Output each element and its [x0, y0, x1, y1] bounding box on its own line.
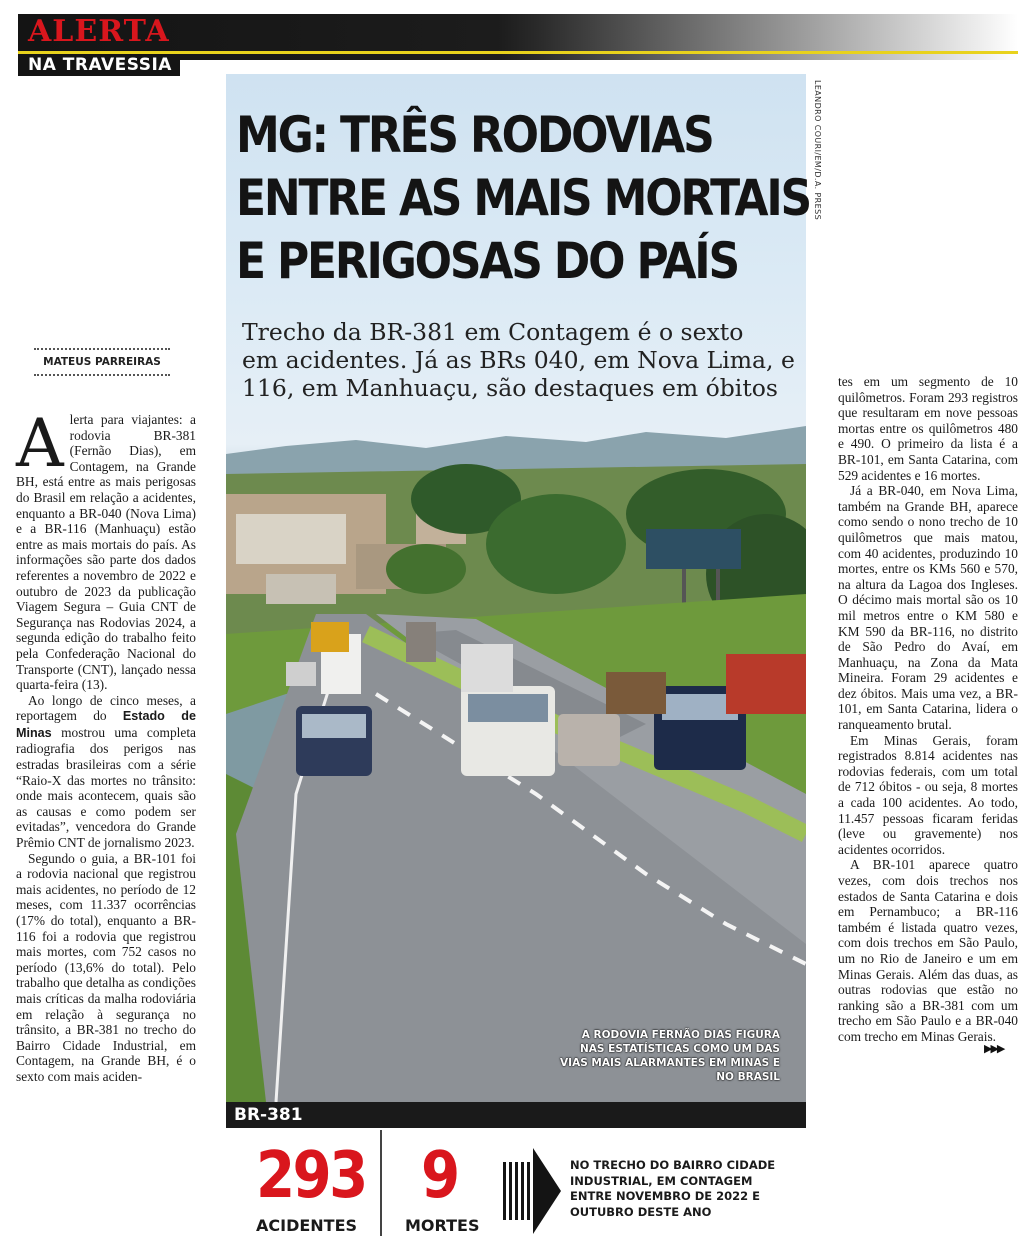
photo-credit: LEANDRO COURI/EM/D.A. PRESS — [813, 80, 822, 221]
paragraph — [16, 405, 196, 693]
deaths-value: 9 — [421, 1139, 458, 1213]
deaths-label: MORTES — [405, 1216, 480, 1235]
accidents-value: 293 — [256, 1139, 366, 1213]
deck — [242, 318, 802, 402]
paragraph: Já a BR-040, em Nova Lima, também na Grande BH, aparece como sendo o nono trecho de 10 quilômetros que mais matou, com 40 acidentes, produzindo 10 mortes, entre os KMs 560 e 570, na altura da Lagoa dos Ingleses. O décimo mais mortal são os 10 mil metros entre o KM 580 e KM 590 da BR-116, no distrito de São Pedro do Avaí, em Manhuaçu, na Zona da Mata Mineira. Foram 29 acidentes e dez óbitos. Mais uma vez, a BR-101, em Santa Catarina, lidera o ranqueamento brutal. — [838, 483, 1018, 733]
paragraph-text: mostrou uma completa radiografia dos perigos nas estradas brasileiras com a série “Raio-X das mortes no trânsito: onde mais acontecem, quais são as causas e como podem ser evitadas”, vencedora do Grande Prêmio CNT de jornalismo 2023. — [16, 724, 196, 851]
article-column-2 — [838, 374, 1018, 1045]
accidents-label: ACIDENTES — [256, 1216, 358, 1235]
photo-caption: A RODOVIA FERNÃO DIAS FIGURA NAS ESTATÍSTICAS COMO UM DAS VIAS MAIS ALARMANTES EM MINAS E NO BRASIL — [560, 1029, 780, 1083]
paragraph: Em Minas Gerais, foram registrados 8.814 acidentes nas rodovias federais, com um total de 712 óbitos - ou seja, 8 mortes a cada 100 acidentes. Ao todo, 11.457 pessoas ficaram feridas (leve ou gravemente) nos acidentes ocorridos. — [838, 732, 1018, 857]
paragraph-text: lerta para viajantes: a rodovia BR-381 (Fernão Dias), em Contagem, na Grande BH, está entre as mais perigosas do Brasil em relação a acidentes, enquanto a BR-040 (Nova Lima) e a BR-116 (Manhuaçu) estão entre as mais mortais do país. As informações são parte dos dados referentes a novembro de 2022 e outubro de 2023 da publicação Viagem Segura – Guia CNT de Segurança nas Rodovias 2024, a segunda edição do trabalho feito pela Confederação Nacional do Transporte (CNT), lançado nessa quarta-feira (13). — [16, 412, 196, 693]
paragraph-text: Ao longo de cinco meses, a reportagem do — [16, 692, 196, 724]
headline — [236, 104, 811, 293]
section-title: ALERTA — [28, 14, 170, 49]
stats-divider — [380, 1130, 382, 1236]
deck-line-2: em acidentes. Já as BRs 040, em Nova Lima, e — [242, 346, 795, 374]
stats-note: NO TRECHO DO BAIRRO CIDADE INDUSTRIAL, EM CONTAGEM ENTRE NOVEMBRO DE 2022 E OUTUBRO DESTE ANO — [570, 1158, 776, 1219]
article-column-1 — [16, 405, 196, 1085]
paragraph: A BR-101 aparece quatro vezes, com dois trechos nos estados de Santa Catarina e dois em Pernambuco; a BR-116 também é listada quatro vezes, com dois trechos em São Paulo, um no Rio de Janeiro e um em Minas Gerais. Além das duas, as outras rodovias que estão no ranking são a BR-381 com um trecho em São Paulo e a BR-040 com trecho em Minas Gerais. — [838, 857, 1018, 1044]
deck-line-3: 116, em Manhuaçu, são destaques em óbitos — [242, 374, 778, 402]
paragraph: tes em um segmento de 10 quilômetros. Foram 293 registros que resultaram em nove pessoas mortas entre os quilômetros 480 e 490. O primeiro da lista é a BR-101, em Santa Catarina, com 529 acidentes e 16 mortes. — [838, 374, 1018, 483]
stats-road-label: BR-381 — [234, 1105, 303, 1125]
deck-line-1: Trecho da BR-381 em Contagem é o sexto — [242, 318, 744, 346]
byline: MATEUS PARREIRAS — [34, 348, 170, 376]
section-header — [18, 14, 1018, 74]
paragraph — [16, 693, 196, 851]
newspaper-name: Estado de Minas — [16, 709, 196, 740]
arrow-right-icon — [503, 1148, 563, 1234]
headline-line-1: MG: TRÊS RODOVIAS — [236, 106, 713, 164]
drop-cap: A — [16, 405, 64, 482]
paragraph: Segundo o guia, a BR-101 foi a rodovia nacional que registrou mais acidentes, no período de 12 meses, com 11.337 ocorrências (17% do total), enquanto a BR-116 foi a rodovia que registrou mais mortes, com 752 casos no período (13,6% do total). Pelo trabalho que detalha as condições mais críticas da malha rodoviária em relação à segurança no trânsito, a BR-381 no trecho do Bairro Cidade Industrial, em Contagem, na Grande BH, é o sexto com mais aciden- — [16, 850, 196, 1084]
stats-bar — [226, 1102, 806, 1128]
headline-line-2: ENTRE AS MAIS MORTAIS — [236, 169, 811, 227]
continue-arrows-icon: ▶▶▶ — [984, 1042, 1004, 1055]
headline-line-3: E PERIGOSAS DO PAÍS — [236, 232, 738, 290]
section-subtitle: NA TRAVESSIA — [18, 54, 180, 76]
